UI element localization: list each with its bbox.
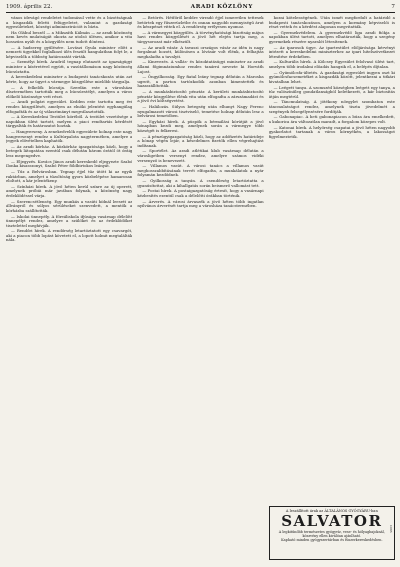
article-paragraph: — Betörés. Hétfőről keddre virradó éjjel ismeretlen tettesek betörtek egy fűszerüzletbe és onnan nagyobb mennyiségű árut és készpénzt vittek el. A rendőrség erélyesen nyomoz. <box>137 16 264 30</box>
article-paragraph: — Sportélet. Az aradi atlétikai klub vasárnap délután a városligetben versenyt rendez, amelyre számos vidéki versenyző is benevezett. <box>137 148 264 163</box>
article-paragraph: — Villamos vasút. A városi tanács a villamos vasút meghosszabbításának tervét elfogadta, a munkálatok a nyár folyamán kezdődnek. <box>137 163 264 178</box>
ad-bottom-text: Kapható minden gyógyszertárban és füszerkereskedésben. <box>281 538 383 543</box>
newspaper-title: ARADI KÖZLÖNY <box>190 4 253 10</box>
ad-side-number: 1085 <box>388 525 393 533</box>
article-paragraph: — Az aradi kórház. A közkórház igazgatósága közli, hogy a betegek látogatása ezentúl csak délután három órától öt óráig lesz megengedve. <box>6 143 133 158</box>
article-paragraph: — A Kereskedelmi Testület köréből. A testület vezetősége a napokban ülést tartott, melyen a piaci rendtartás kérdését tárgyalták és határozatot hoztak. <box>6 114 133 129</box>
article-paragraph: — Az aradi vásár. A tavaszi országos vásár az idén is nagy forgalmat hozott, különösen a lóvásár volt élénk, a felhajtás meghaladta a tavalyit. <box>137 44 264 59</box>
article-paragraph: — Öngyilkosság. Egy fiatal leány tegnap délután a Marosba ugrott, a parton tartózkodók azonban kimentették és hazaszállították. <box>137 74 264 89</box>
issue-date: 1909. április 22. <box>6 4 53 10</box>
article-paragraph: — Árverés. A városi árvaszék a jövő héten több ingatlan nyilvános árverését tartja meg a városháza tanácstermében. <box>137 198 264 209</box>
ad-subtext: A legkitűnőbb természetes gyógyvíz, vese- és hólyagbajoknál, köszvény ellen kiválóan ajánlható. <box>278 530 385 539</box>
article-paragraph: — Egyházi hírek. A püspök a bérmálási körútját a jövő hónapban kezdi meg, amelynek során a vármegye több községét is felkeresi. <box>137 118 264 133</box>
column-1 <box>6 16 132 566</box>
article-paragraph: Ha Oláhul beszél — a Mikszáth Kálmán — az aradi közönség nem kevés mulatságát okozta az utolsó ülésen, amikor a vita hosszúra nyúlt és a közgyűlés nem tudott dönteni. <box>6 29 133 44</box>
article-paragraph: — Halálozás. Súlyos betegség után elhunyt Nagy Ferenc nyugalmazott városi tisztviselő, temetése holnap délután lesz a belvárosi temetőben. <box>137 103 264 119</box>
article-paragraph: — Színházi hírek. A jövő héten kerül színre az új operett, amelynek próbái már javában folynak, a közönség nagy érdeklődéssel várja. <box>6 183 133 198</box>
article-paragraph: — A felkelők búcsúja. Szerdán este a városháza dísztermében tartották meg a búcsúestélyt, amelyen a város előkelő közönsége vett részt. <box>6 84 133 99</box>
article-paragraph: — Leégett tanya. A szomszéd községben leégett egy tanya, a tűz valószínűleg gondatlanságból keletkezett, a kár biztosítás útján megtérül. <box>268 84 395 99</box>
article-paragraph: — Gyilkosság a tanyán. A csendőrség letartóztatta a gyanúsítottat, aki a kihallgatás során beismerő vallomást tett. <box>137 178 264 188</box>
column-2 <box>137 16 263 566</box>
article-paragraph: A kereskedelmi miniszter a budapesti tanácskozás után azt kérte, hogy az ügyet a vármegye közgyűlése mielőbb tárgyalja. <box>6 74 133 84</box>
ad-brand-name: SALVATOR <box>281 512 383 531</box>
article-paragraph: — Hangverseny. A zenekedvelők egyesülete holnap este nagy hangversenyt rendez a Kultúrpalota nagytermében, amelyre a jegyek elővételben kaphatók. <box>6 129 133 144</box>
article-paragraph: — Szerencsétlenség. Egy munkás a vasúti hídnál leesett az állványról és súlyos sérüléseket szenvedett, a mentők a kórházba szállították. <box>6 198 133 213</box>
article-paragraph: — Gyümölcsfa-ültetés. A gazdasági egyesület ingyen oszt ki gyümölcsfacsemetéket a kisgazdák között, jelentkezni a titkári hivatalban lehet. <box>268 69 395 84</box>
article-paragraph: — Az iparosok ügye. Az ipartestület elöljárósága kérvényt intézett a kereskedelmi miniszterhez az ipari hitelszövetkezet létesítése érdekében. <box>268 44 395 59</box>
ad-top-text: A leszállított árak az ÁLTALÁNOS GYÓGYÁRU-ban <box>285 509 378 513</box>
article-paragraph: — Kulturális hírek. A Kölcsey Egyesület felolvasó ülést tart, amelyen több irodalmi előadás hangzik el, a belépés díjtalan. <box>268 59 395 70</box>
article-paragraph: — Táncmulatság. A jótékony nőegylet szombaton este táncmulatságot rendez, amelynek tiszta jövedelmét a szegények felsegélyezésére fordítják. <box>268 99 395 114</box>
article-paragraph: — A pénzügyigazgatóság közli, hogy az adófizetés határideje a hónap végén lejár, a késedelmes fizetők ellen végrehajtást indítanak. <box>137 133 264 148</box>
page-number: 7 <box>391 4 395 10</box>
article-paragraph: — Katonai hírek. A helyőrség csapatai a jövő héten nagyobb gyakorlatot tartanak a város környékén, a lakosságot figyelmeztetik. <box>268 124 395 139</box>
page-header <box>6 4 395 13</box>
article-paragraph: — Személyi hírek. Aradról tegnap elutazott az igazságügyi minister a kíséretével együtt, a vasútállomáson nagy közönség búcsúztatta. <box>6 59 133 74</box>
article-paragraph: — Aradi polgári egyesület. Kedden este tartotta meg évi rendes közgyűlését, amelyen az elnöki jelentést egyhangúlag elfogadták és az új választmányt megválasztották. <box>6 99 133 114</box>
article-paragraph: vános idevágó rendeletet tudomásul vette és a bizottságnak a kisgazdák feletti felügyeletet, valamint a gazdasági egyesületeket, községi adminisztrációt is bízta. <box>6 16 133 30</box>
columns <box>6 16 395 566</box>
salvator-advertisement <box>269 506 395 560</box>
article-paragraph: — Tűz a Belvárosban. Tegnap éjjel tűz ütött ki az egyik raktárban, amelyet a tűzoltóság gyors közbelépése hamarosan eloltott, a kár jelentékeny. <box>6 169 133 184</box>
article-paragraph: kozni kötelességének. Után ismét megfordult a határidő a budapesti tanácskozáson, amelyen a kormány képviselői is részt vettek és a kérdést alaposan megvitatták. <box>268 16 395 30</box>
article-paragraph: — Kinevezés. A vallás- és közoktatásügyi miniszter az aradi állami főgimnáziumhoz rendes tanárrá nevezte ki Horváth Lajost. <box>137 59 264 74</box>
column-3 <box>269 16 395 566</box>
article-paragraph: — Postai hírek. A postaigazgatóság értesít, hogy a vasárnapi kézbesítés ezentúl csak a délelőtti órákban történik. <box>137 188 264 198</box>
article-paragraph: — Gyermekvédelem. A gyermekvédő liga aradi fiókja a napokban ülést tartott, amelyen elhatározták, hogy a szegény gyermekek részére nyaralót létesítenek. <box>268 29 395 44</box>
article-paragraph: — A munkásbiztosító pénztár. A kerületi munkásbiztosító pénztár közgyűlése élénk vita után elfogadta a zárszámadást és a jövő évi költségvetést. <box>137 89 264 104</box>
article-paragraph: — A hadsereg gyűlésére. Lovászi Gyula minister előtt a nemzeti ügyekkel foglalkozó ülés feszült hangulatban folyt le, a képviselők a többség határozatát várták. <box>6 44 133 59</box>
article-paragraph: — Iskolai ünnepély. A főreáliskola ifjúsága vasárnap délelőtt ünnepélyt rendez, amelyre a szülőket és az érdeklődőket tisztelettel meghívják. <box>6 213 133 228</box>
article-paragraph: — Eljegyzés. Kovács János aradi kereskedő eljegyezte Szabó Ilonka kisasszonyt, Szabó Péter földbirtokos leányát. <box>6 158 133 169</box>
article-paragraph: — Rendőri hírek. A rendőrség letartóztatott egy csavargót, aki a piacon több lopást követett el, a lopott holmit megtalálták nála. <box>6 228 133 243</box>
article-paragraph: — A vármegyei közgyűlés. A törvényhatósági bizottság május havi rendes közgyűlését a jövő hét elején tartja meg, a tárgysorozat már elkészült. <box>137 29 264 44</box>
article-paragraph: — Gabonapiac. A heti gabonapiacon a búza ára emelkedett, a kukorica ára változatlan maradt, a forgalom közepes volt. <box>268 114 395 124</box>
